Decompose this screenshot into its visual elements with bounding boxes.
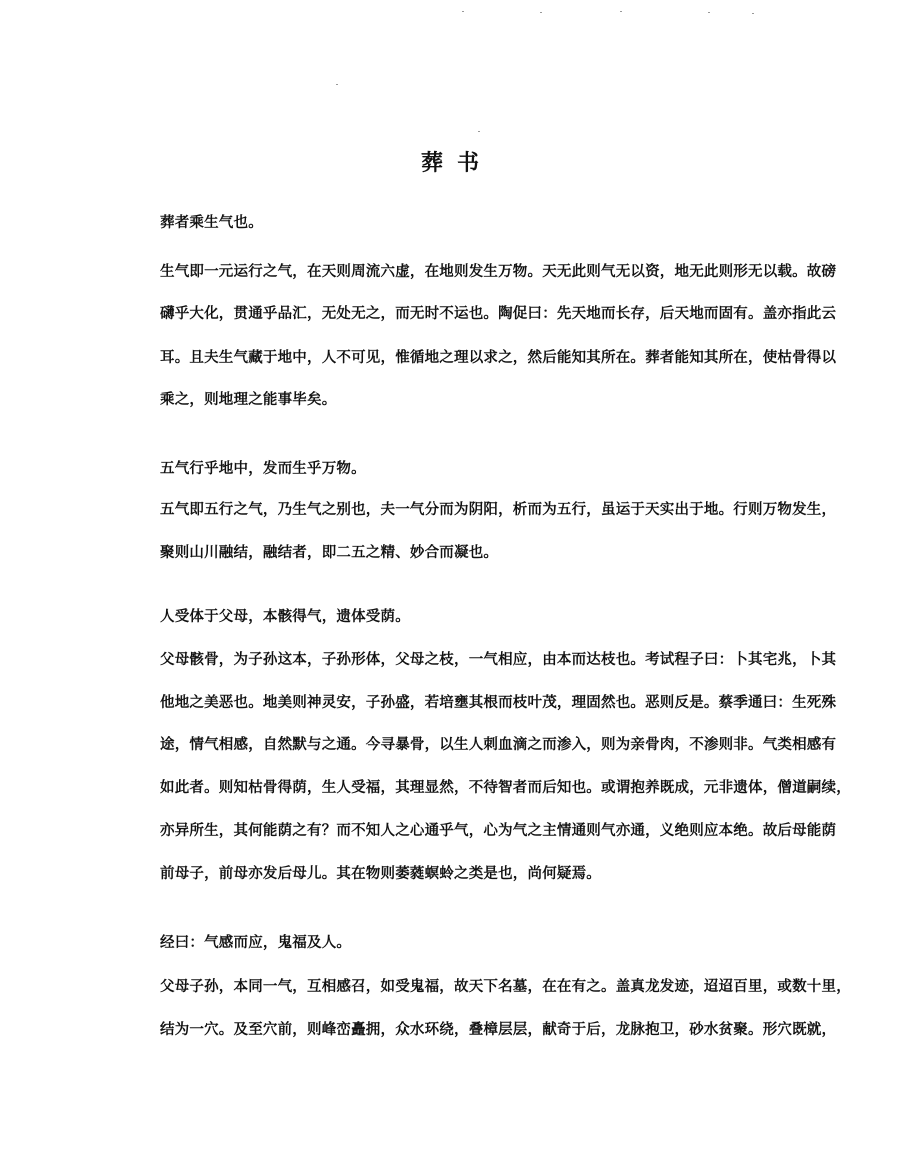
paragraph-line: 结为一穴。及至穴前，则峰峦矗拥，众水环绕，叠樟层层，献奇于后，龙脉抱卫，砂水贫聚。形穴既就， [160,1022,837,1038]
page-title: 葬书 [420,151,493,176]
scan-speck [540,12,542,13]
scan-speck [708,12,710,13]
paragraph-line: 礴乎大化，贯通乎品汇，无处无之，而无时不运也。陶促曰：先天地而长存，后天地而固有。盖亦指此云 [160,306,837,322]
section-heading: 五气行乎地中，发而生乎万物。 [160,461,366,477]
scan-speck [478,131,480,132]
section-heading: 葬者乘生气也。 [160,215,263,231]
paragraph-line: 亦异所生，其何能荫之有？而不知人之心通乎气，心为气之主情通则气亦通，义绝则应本绝。故后母能荫 [160,823,837,839]
paragraph-line: 他地之美恶也。地美则神灵安，子孙盛，若培壅其根而枝叶茂，理固然也。恶则反是。蔡季通曰：生死殊 [160,695,837,711]
paragraph-line: 前母子，前母亦发后母儿。其在物则萎蕤螟蛉之类是也，尚何疑焉。 [160,866,601,882]
paragraph-line: 父母子孙，本同一气，互相感召，如受鬼福，故天下名墓，在在有之。盖真龙发迹，迢迢百里，或数十里， [160,979,851,995]
paragraph-line: 五气即五行之气，乃生气之别也，夫一气分而为阴阳，析而为五行，虽运于天实出于地。行则万物发生， [160,502,837,518]
paragraph-line: 乘之，则地理之能事毕矣。 [160,392,337,408]
paragraph-line: 父母骸骨，为子孙这本，子孙形体，父母之枝，一气相应，由本而达枝也。考试程子曰：卜其宅兆，卜其 [160,652,837,668]
paragraph-line: 途，情气相感，自然默与之通。今寻暴骨，以生人刺血滴之而渗入，则为亲骨肉，不渗则非。气类相感有 [160,737,837,753]
paragraph-line: 耳。且夫生气藏于地中，人不可见，惟循地之理以求之，然后能知其所在。葬者能知其所在，使枯骨得以 [160,350,837,366]
scan-speck [462,11,464,12]
section-heading: 人受体于父母，本骸得气，遗体受荫。 [160,609,410,625]
section-heading: 经曰：气感而应，鬼福及人。 [160,935,352,951]
scan-speck [336,84,338,85]
scan-speck [752,13,754,14]
paragraph-line: 生气即一元运行之气，在天则周流六虚，在地则发生万物。天无此则气无以资，地无此则形无以载。故磅 [160,264,837,280]
scan-speck [620,11,622,12]
paragraph-line: 聚则山川融结，融结者，即二五之精、妙合而凝也。 [160,545,499,561]
paragraph-line: 如此者。则知枯骨得荫，生人受福，其理显然，不待智者而后知也。或谓抱养既成，元非遗体，僧道嗣续， [160,780,851,796]
